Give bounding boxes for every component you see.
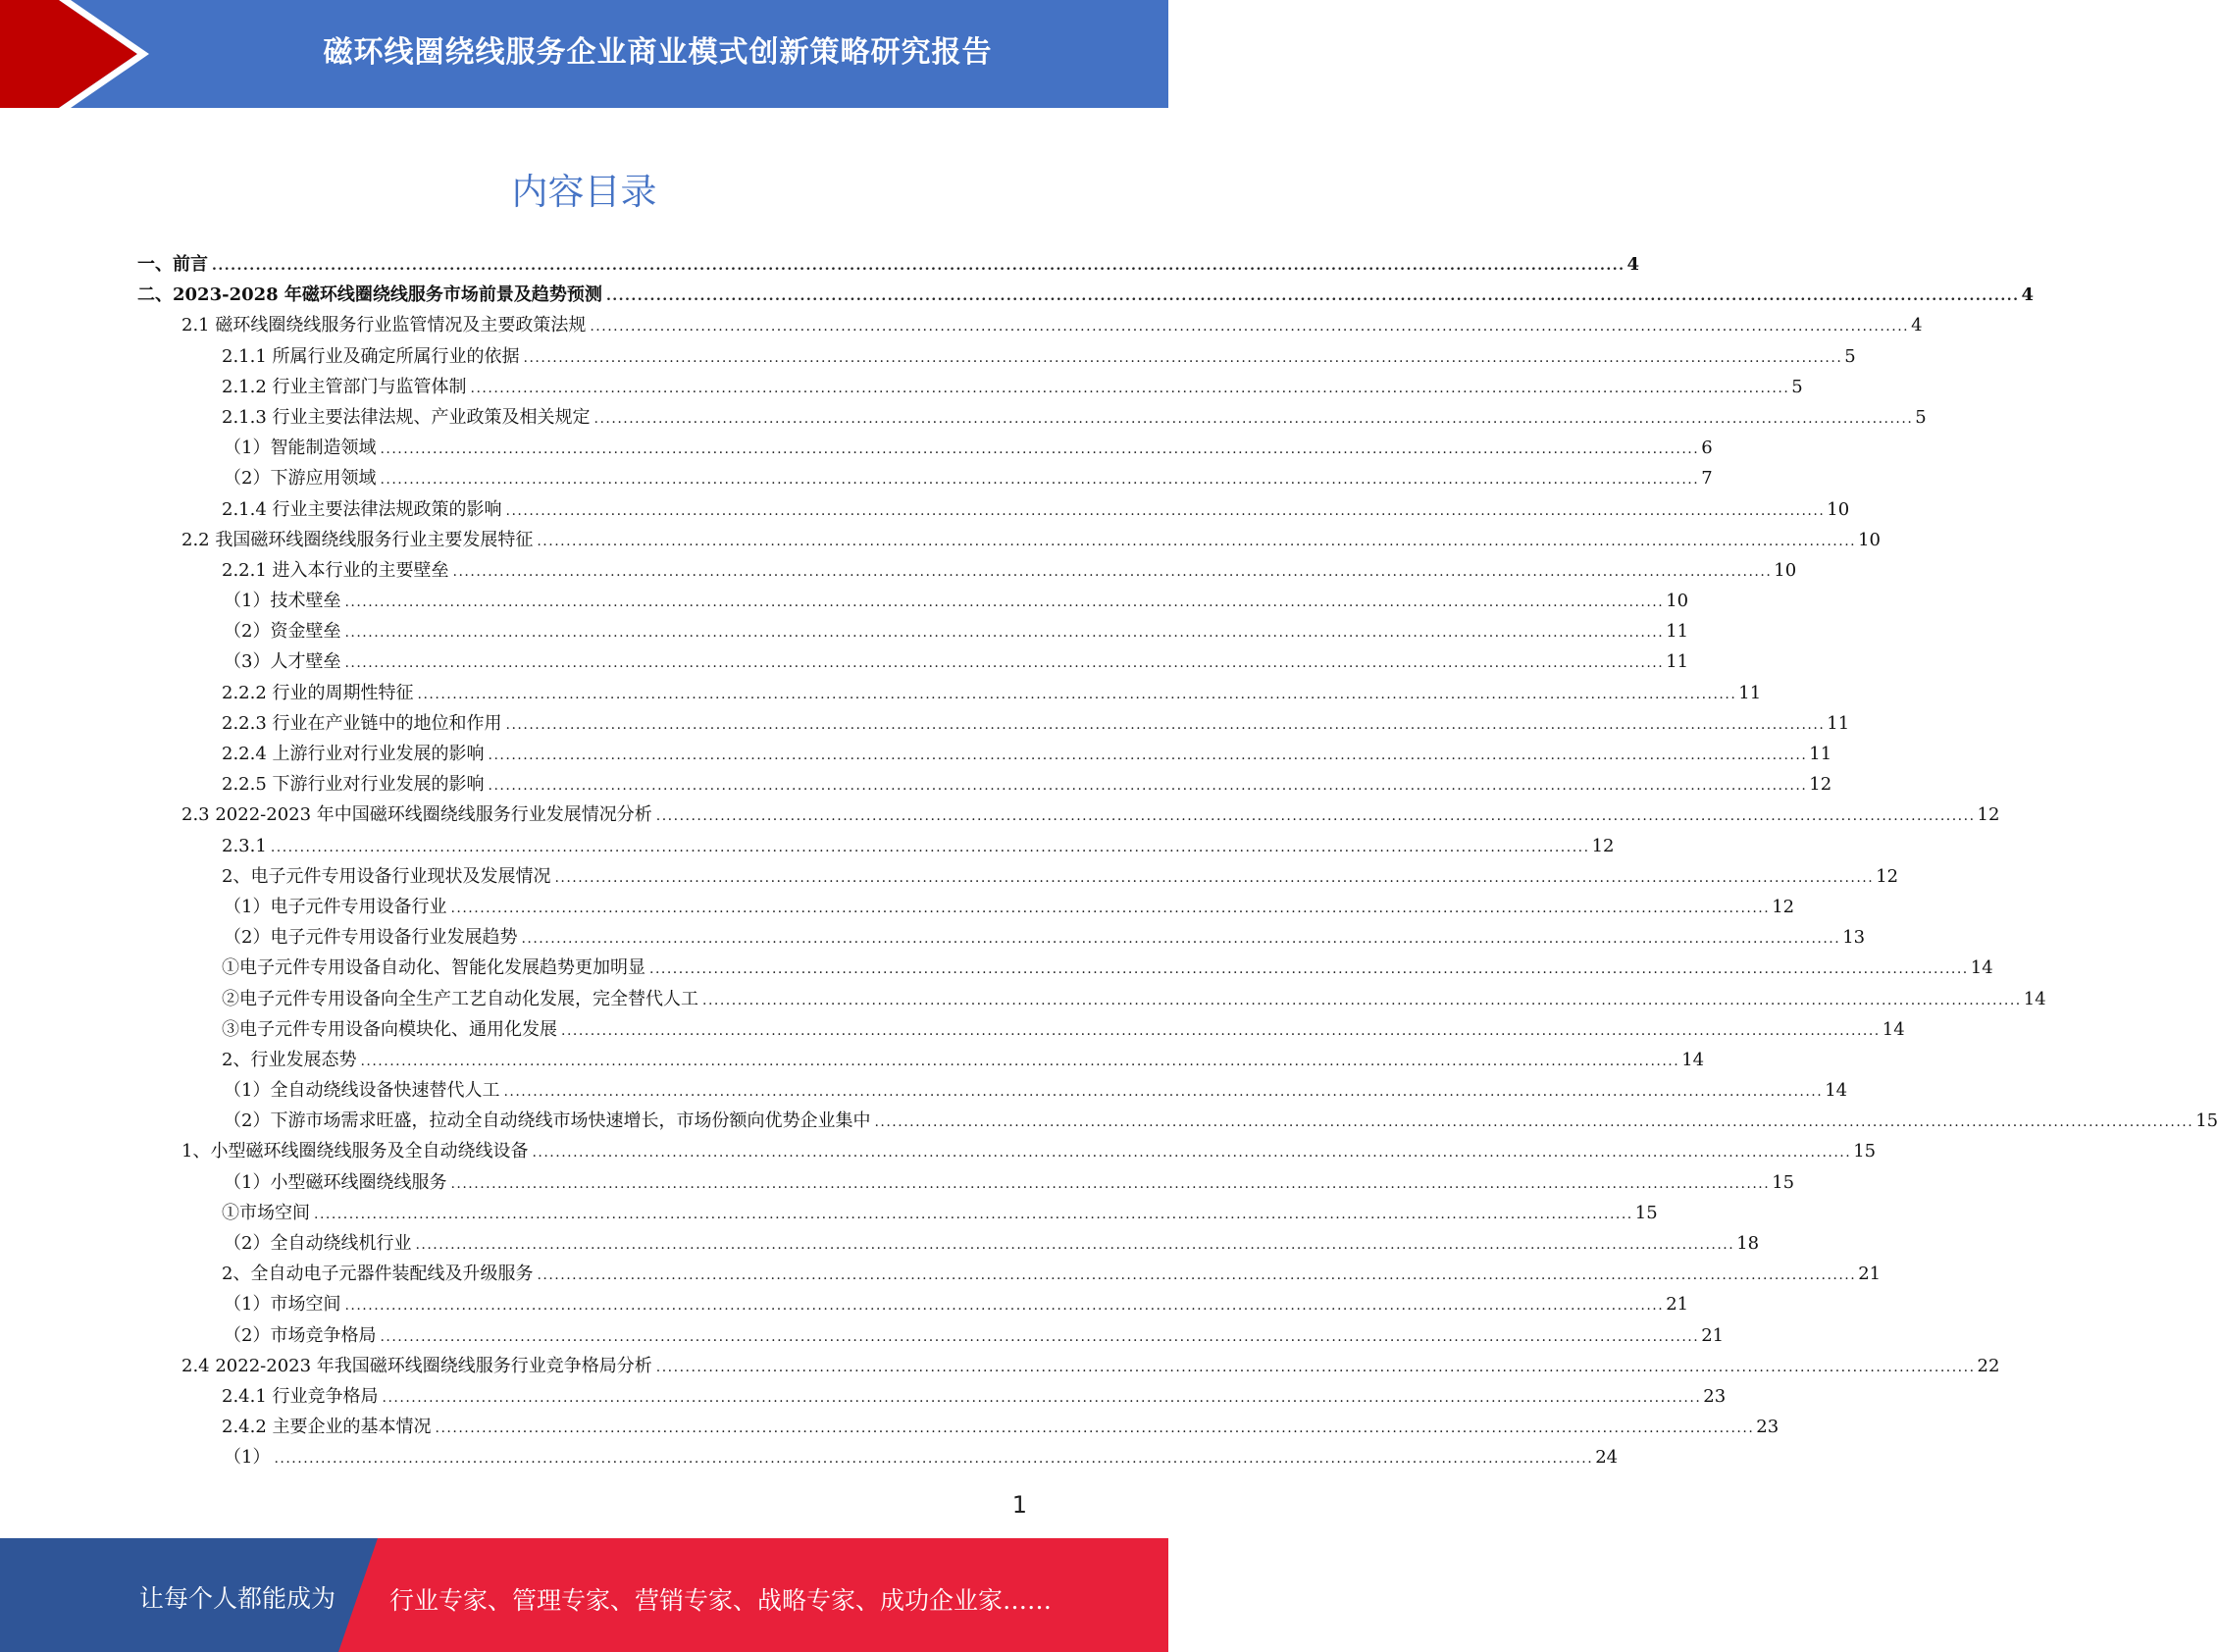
toc-entry-page: 10 (1858, 529, 1882, 550)
toc-entry-title: 2.2.2 行业的周期性特征 (222, 682, 414, 703)
toc-entry-page: 10 (1666, 591, 1689, 612)
toc-entry[interactable] (137, 892, 1795, 922)
toc-leader-dots: .................................................................................................................................................................................................................................. (435, 1420, 1755, 1437)
toc-leader-dots: .................................................................................................................................................................................................................................. (360, 1053, 1680, 1069)
toc-entry-title: ①市场空间 (222, 1202, 310, 1223)
toc-leader-dots: .................................................................................................................................................................................................................................. (505, 502, 1826, 519)
toc-entry-page: 15 (1772, 1171, 1795, 1193)
toc-leader-dots: .................................................................................................................................................................................................................................. (655, 808, 1976, 825)
toc-entry-page: 15 (1634, 1202, 1658, 1223)
toc-entry-page: 21 (1858, 1264, 1882, 1285)
toc-entry-title: （1）技术壁垒 (224, 591, 341, 612)
toc-entry-page: 5 (1915, 406, 1927, 428)
toc-entry-page: 4 (2021, 284, 2034, 306)
toc-entry-title: 2.2.5 下游行业对行业发展的影响 (222, 774, 485, 796)
toc-entry-title: 2.1.4 行业主要法律法规政策的影响 (222, 498, 502, 520)
toc-entry-title: 2、全自动电子元器件装配线及升级服务 (222, 1264, 534, 1285)
toc-entry-page: 13 (1842, 927, 1866, 949)
toc-leader-dots: .................................................................................................................................................................................................................................. (344, 1298, 1665, 1315)
toc-leader-dots: .................................................................................................................................................................................................................................. (702, 992, 2022, 1008)
toc-leader-dots: .................................................................................................................................................................................................................................. (212, 258, 1625, 274)
toc-entry-title: ①电子元件专用设备自动化、智能化发展趋势更加明显 (222, 957, 645, 979)
toc-entry-title: 2.1.3 行业主要法律法规、产业政策及相关规定 (222, 406, 591, 428)
toc-entry-title: （1）智能制造领域 (224, 438, 377, 459)
toc-entry-page: 22 (1977, 1355, 2000, 1376)
toc-entry-page: 12 (1772, 896, 1795, 917)
toc-entry[interactable] (137, 1167, 1795, 1198)
toc-entry-page: 4 (1626, 254, 1640, 275)
toc-entry-page: 14 (1681, 1049, 1705, 1070)
toc-entry-page: 21 (1666, 1294, 1689, 1316)
toc-entry[interactable] (137, 922, 1866, 953)
toc-entry[interactable] (137, 1381, 1727, 1412)
toc-leader-dots: .................................................................................................................................................................................................................................. (554, 869, 1875, 886)
toc-entry-page: 5 (1791, 376, 1803, 397)
toc-leader-dots: .................................................................................................................................................................................................................................. (380, 1328, 1700, 1345)
toc-entry-title: 二、2023-2028 年磁环线圈绕线服务市场前景及趋势预测 (137, 284, 602, 306)
toc-entry-title: （1）全自动绕线设备快速替代人工 (224, 1080, 500, 1102)
toc-entry-page: 6 (1701, 438, 1713, 459)
toc-entry[interactable] (137, 1198, 1658, 1228)
toc-entry-title: （2）下游市场需求旺盛，拉动全自动绕线市场快速增长，市场份额向优势企业集中 (224, 1110, 871, 1132)
toc-leader-dots: .................................................................................................................................................................................................................................. (488, 778, 1808, 795)
toc-entry-page: 18 (1736, 1233, 1760, 1254)
toc-entry-title: 2.1 磁环线圈绕线服务行业监管情况及主要政策法规 (181, 315, 587, 336)
toc-entry-page: 15 (1853, 1141, 1877, 1162)
toc-entry-title: 2.1.2 行业主管部门与监管体制 (222, 376, 467, 397)
toc-leader-dots: .................................................................................................................................................................................................................................. (270, 839, 1590, 855)
toc-entry-page: 14 (1825, 1080, 1848, 1102)
toc-entry[interactable] (137, 1014, 1905, 1045)
toc-entry-title: 2.2.3 行业在产业链中的地位和作用 (222, 712, 502, 734)
toc-entry[interactable] (137, 463, 1713, 493)
toc-entry-title: 2.3.1 (222, 835, 267, 856)
toc-entry-title: （1）小型磁环线圈绕线服务 (224, 1171, 447, 1193)
toc-entry[interactable] (137, 831, 1615, 861)
toc-entry[interactable] (137, 800, 2000, 830)
toc-leader-dots: .................................................................................................................................................................................................................................. (532, 1145, 1852, 1162)
toc-entry-page: 11 (1738, 682, 1762, 703)
toc-entry[interactable] (137, 769, 1832, 800)
toc-entry-title: （2）全自动绕线机行业 (224, 1233, 412, 1254)
toc-entry-title: 2.4.2 主要企业的基本情况 (222, 1417, 432, 1438)
toc-entry-title: 2、行业发展态势 (222, 1049, 357, 1070)
toc-entry[interactable] (137, 616, 1689, 646)
toc-entry[interactable] (137, 586, 1689, 616)
toc-entry[interactable] (137, 1228, 1760, 1259)
toc-entry-page: 11 (1666, 621, 1689, 643)
toc-leader-dots: .................................................................................................................................................................................................................................. (523, 349, 1843, 366)
toc-leader-dots: .................................................................................................................................................................................................................................. (649, 961, 1969, 978)
toc-entry-page: 12 (1809, 774, 1832, 796)
toc-entry-page: 14 (2023, 988, 2046, 1009)
footer-slogan-left: 让每个人都能成为 (139, 1584, 336, 1613)
toc-entry[interactable] (137, 433, 1713, 463)
toc-entry[interactable] (137, 1106, 2218, 1136)
toc-entry[interactable] (137, 555, 1797, 586)
toc-entry-page: 23 (1756, 1417, 1780, 1438)
toc-entry-page: 11 (1666, 651, 1689, 673)
toc-leader-dots: .................................................................................................................................................................................................................................. (344, 594, 1665, 611)
toc-entry[interactable] (137, 525, 1882, 555)
toc-entry[interactable] (137, 739, 1832, 769)
toc-entry[interactable] (137, 1289, 1689, 1319)
toc-entry[interactable] (137, 708, 1850, 739)
header-banner (0, 0, 1168, 108)
toc-entry[interactable] (137, 1351, 2000, 1381)
toc-entry-title: （1） (224, 1447, 271, 1469)
toc-leader-dots: .................................................................................................................................................................................................................................. (537, 533, 1857, 549)
toc-entry-title: （1）电子元件专用设备行业 (224, 896, 447, 917)
toc-entry-title: 2.4 2022-2023 年我国磁环线圈绕线服务行业竞争格局分析 (181, 1355, 652, 1376)
toc-entry-title: （2）资金壁垒 (224, 621, 341, 643)
toc-entry[interactable] (137, 1136, 1877, 1166)
toc-entry-title: 2.1.1 所属行业及确定所属行业的依据 (222, 345, 520, 367)
toc-leader-dots: .................................................................................................................................................................................................................................. (452, 563, 1773, 580)
toc-entry[interactable] (137, 1075, 1848, 1106)
toc-entry[interactable] (137, 1259, 1882, 1289)
toc-entry-title: （2）下游应用领域 (224, 468, 377, 490)
toc-entry[interactable] (137, 402, 1927, 433)
footer-slogan-right: 行业专家、管理专家、营销专家、战略专家、成功企业家…… (389, 1586, 1053, 1615)
toc-entry-page: 10 (1827, 498, 1850, 520)
toc-leader-dots: .................................................................................................................................................................................................................................. (450, 900, 1771, 916)
toc-entry[interactable] (137, 249, 1640, 280)
toc-entry-title: 2.2.1 进入本行业的主要壁垒 (222, 559, 449, 581)
toc-leader-dots: .................................................................................................................................................................................................................................. (344, 655, 1665, 672)
toc-entry-page: 14 (1882, 1018, 1905, 1040)
toc-entry-title: 2、电子元件专用设备行业现状及发展情况 (222, 865, 551, 887)
toc-entry-title: （2）电子元件专用设备行业发展趋势 (224, 927, 518, 949)
toc-entry[interactable] (137, 494, 1850, 525)
toc-entry[interactable] (137, 1442, 1619, 1472)
toc-entry-page: 23 (1703, 1385, 1727, 1407)
header-arrow-decoration (0, 0, 157, 108)
page-number: 1 (1011, 1491, 1027, 1519)
toc-leader-dots: .................................................................................................................................................................................................................................. (470, 380, 1790, 396)
toc-entry-page: 4 (1911, 315, 1923, 336)
toc-entry-title: 2.2.4 上游行业对行业发展的影响 (222, 744, 485, 764)
toc-entry-title: ②电子元件专用设备向全生产工艺自动化发展，完全替代人工 (222, 988, 698, 1009)
toc-entry[interactable] (137, 1412, 1780, 1442)
toc-entry[interactable] (137, 984, 2046, 1014)
toc-leader-dots: .................................................................................................................................................................................................................................. (450, 1175, 1771, 1192)
toc-entry-title: 2.2 我国磁环线圈绕线服务行业主要发展特征 (181, 529, 534, 550)
toc-leader-dots: .................................................................................................................................................................................................................................. (503, 1084, 1824, 1101)
toc-leader-dots: .................................................................................................................................................................................................................................. (344, 625, 1665, 642)
toc-leader-dots: .................................................................................................................................................................................................................................. (521, 931, 1841, 948)
table-of-contents (137, 249, 2218, 1473)
toc-leader-dots: .................................................................................................................................................................................................................................. (537, 1267, 1857, 1284)
toc-entry-page: 11 (1809, 744, 1832, 764)
report-title: 磁环线圈绕线服务企业商业模式创新策略研究报告 (323, 35, 993, 70)
toc-entry-page: 12 (1876, 865, 1899, 887)
toc-entry-title: 2.3 2022-2023 年中国磁环线圈绕线服务行业发展情况分析 (181, 804, 652, 826)
toc-entry-page: 14 (1970, 957, 1993, 979)
toc-entry-page: 12 (1591, 835, 1615, 856)
toc-entry-title: （3）人才壁垒 (224, 651, 341, 673)
toc-entry-page: 21 (1701, 1324, 1725, 1346)
toc-entry-page: 24 (1595, 1447, 1619, 1469)
footer-banner (0, 1538, 1168, 1652)
toc-leader-dots: .................................................................................................................................................................................................................................. (655, 1359, 1976, 1375)
toc-leader-dots: .................................................................................................................................................................................................................................. (590, 319, 1910, 336)
toc-leader-dots: .................................................................................................................................................................................................................................. (415, 1237, 1735, 1253)
toc-entry-page: 10 (1774, 559, 1797, 581)
toc-leader-dots: .................................................................................................................................................................................................................................. (488, 748, 1808, 763)
toc-entry[interactable] (137, 861, 1899, 892)
toc-leader-dots: .................................................................................................................................................................................................................................. (380, 472, 1700, 489)
toc-leader-dots: .................................................................................................................................................................................................................................. (605, 288, 2020, 305)
toc-entry-page: 12 (1977, 804, 2000, 826)
toc-entry[interactable] (137, 341, 1856, 372)
toc-entry-title: （1）市场空间 (224, 1294, 341, 1316)
toc-entry[interactable] (137, 280, 2034, 310)
toc-leader-dots: .................................................................................................................................................................................................................................. (417, 686, 1737, 702)
toc-entry[interactable] (137, 372, 1803, 402)
toc-entry[interactable] (137, 310, 1923, 340)
toc-entry-title: ③电子元件专用设备向模块化、通用化发展 (222, 1018, 557, 1040)
toc-entry-page: 11 (1827, 712, 1850, 734)
toc-entry[interactable] (137, 1320, 1725, 1351)
toc-entry-title: 一、前言 (137, 254, 208, 275)
toc-entry-title: 2.4.1 行业竞争格局 (222, 1385, 379, 1407)
toc-entry-page: 5 (1844, 345, 1856, 367)
toc-heading: 内容目录 (511, 171, 657, 213)
toc-leader-dots: .................................................................................................................................................................................................................................. (380, 441, 1700, 458)
toc-entry[interactable] (137, 953, 1993, 983)
toc-leader-dots: .................................................................................................................................................................................................................................. (874, 1114, 2194, 1131)
toc-leader-dots: .................................................................................................................................................................................................................................. (274, 1451, 1594, 1468)
toc-entry-title: （2）市场竞争格局 (224, 1324, 377, 1346)
toc-entry-page: 7 (1701, 468, 1713, 490)
toc-leader-dots: .................................................................................................................................................................................................................................. (505, 716, 1826, 733)
toc-entry-page: 15 (2195, 1110, 2218, 1132)
toc-leader-dots: .................................................................................................................................................................................................................................. (593, 410, 1914, 427)
toc-entry[interactable] (137, 678, 1762, 708)
toc-leader-dots: .................................................................................................................................................................................................................................. (314, 1206, 1633, 1222)
toc-entry[interactable] (137, 1045, 1705, 1075)
toc-entry-title: 1、小型磁环线圈绕线服务及全自动绕线设备 (181, 1141, 529, 1162)
toc-leader-dots: .................................................................................................................................................................................................................................. (561, 1022, 1881, 1039)
toc-entry[interactable] (137, 646, 1689, 677)
toc-leader-dots: .................................................................................................................................................................................................................................. (382, 1389, 1702, 1406)
